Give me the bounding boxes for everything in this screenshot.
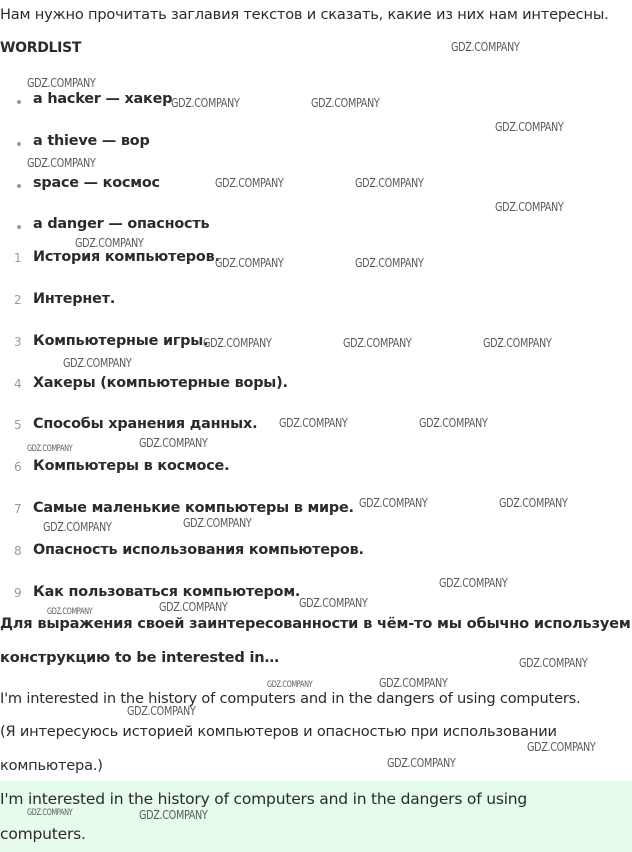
watermark: GDZ.COMPANY <box>183 515 252 530</box>
explanation-line: конструкцию to be interested in… <box>0 649 279 666</box>
watermark: GDZ.COMPANY <box>527 739 596 754</box>
watermark: GDZ.COMPANY <box>343 335 412 350</box>
watermark: GDZ.COMPANY <box>27 155 96 170</box>
title-text: Самые маленькие компьютеры в мире. <box>33 500 354 516</box>
watermark: GDZ.COMPANY <box>299 595 368 610</box>
answer-box <box>0 781 632 852</box>
watermark: GDZ.COMPANY <box>355 175 424 190</box>
title-number: 7 <box>14 502 22 516</box>
title-number: 2 <box>14 293 22 307</box>
wordlist-item-text: a danger — опасность <box>33 216 210 232</box>
watermark: GDZ.COMPANY <box>451 39 520 54</box>
watermark: GDZ.COMPANY <box>27 75 96 90</box>
watermark: GDZ.COMPANY <box>171 95 240 110</box>
watermark: GDZ.COMPANY <box>483 335 552 350</box>
bullet-icon <box>17 225 21 229</box>
watermark: GDZ.COMPANY <box>139 435 208 450</box>
title-text: Как пользоваться компьютером. <box>33 584 301 600</box>
watermark: GDZ.COMPANY <box>27 444 73 454</box>
watermark: GDZ.COMPANY <box>495 119 564 134</box>
watermark: GDZ.COMPANY <box>215 255 284 270</box>
watermark: GDZ.COMPANY <box>379 675 448 690</box>
watermark: GDZ.COMPANY <box>519 655 588 670</box>
watermark: GDZ.COMPANY <box>47 607 93 617</box>
watermark: GDZ.COMPANY <box>355 255 424 270</box>
bullet-icon <box>17 142 21 146</box>
watermark: GDZ.COMPANY <box>495 199 564 214</box>
watermark: GDZ.COMPANY <box>127 703 196 718</box>
watermark: GDZ.COMPANY <box>139 807 208 822</box>
watermark: GDZ.COMPANY <box>75 235 144 250</box>
watermark: GDZ.COMPANY <box>439 575 508 590</box>
watermark: GDZ.COMPANY <box>387 755 456 770</box>
title-text: История компьютеров. <box>33 249 220 265</box>
wordlist-heading: WORDLIST <box>0 40 82 56</box>
title-number: 9 <box>14 586 22 600</box>
watermark: GDZ.COMPANY <box>359 495 428 510</box>
example-translation: (Я интересуюсь историей компьютеров и опасностью при использовании <box>0 723 557 740</box>
title-number: 3 <box>14 335 22 349</box>
watermark: GDZ.COMPANY <box>267 680 313 690</box>
watermark: GDZ.COMPANY <box>499 495 568 510</box>
watermark: GDZ.COMPANY <box>215 175 284 190</box>
title-text: Компьютерные игры. <box>33 333 209 349</box>
watermark: GDZ.COMPANY <box>279 415 348 430</box>
wordlist-item-text: space — космос <box>33 175 160 191</box>
explanation-line: Для выражения своей заинтересованности в чём-то мы обычно используем <box>0 615 631 632</box>
example-sentence: I'm interested in the history of computers and in the dangers of using computers. <box>0 690 581 707</box>
title-text: Хакеры (компьютерные воры). <box>33 375 288 391</box>
title-text: Компьютеры в космосе. <box>33 458 230 474</box>
watermark: GDZ.COMPANY <box>63 355 132 370</box>
bullet-icon <box>17 100 21 104</box>
title-number: 5 <box>14 418 22 432</box>
watermark: GDZ.COMPANY <box>203 335 272 350</box>
answer-line: I'm interested in the history of computers and in the dangers of using <box>0 790 528 808</box>
watermark: GDZ.COMPANY <box>43 519 112 534</box>
title-text: Опасность использования компьютеров. <box>33 542 364 558</box>
title-number: 8 <box>14 544 22 558</box>
wordlist-item-text: a thieve — вор <box>33 133 150 149</box>
answer-line: computers. <box>0 825 86 843</box>
wordlist-item-text: a hacker — хакер <box>33 91 173 107</box>
intro-text: Нам нужно прочитать заглавия текстов и сказать, какие из них нам интересны. <box>0 6 609 23</box>
watermark: GDZ.COMPANY <box>27 808 73 818</box>
title-text: Интернет. <box>33 291 116 307</box>
title-number: 4 <box>14 377 22 391</box>
title-text: Способы хранения данных. <box>33 416 258 432</box>
watermark: GDZ.COMPANY <box>419 415 488 430</box>
title-number: 6 <box>14 460 22 474</box>
watermark: GDZ.COMPANY <box>311 95 380 110</box>
bullet-icon <box>17 184 21 188</box>
example-translation: компьютера.) <box>0 757 103 774</box>
title-number: 1 <box>14 251 22 265</box>
watermark: GDZ.COMPANY <box>159 599 228 614</box>
